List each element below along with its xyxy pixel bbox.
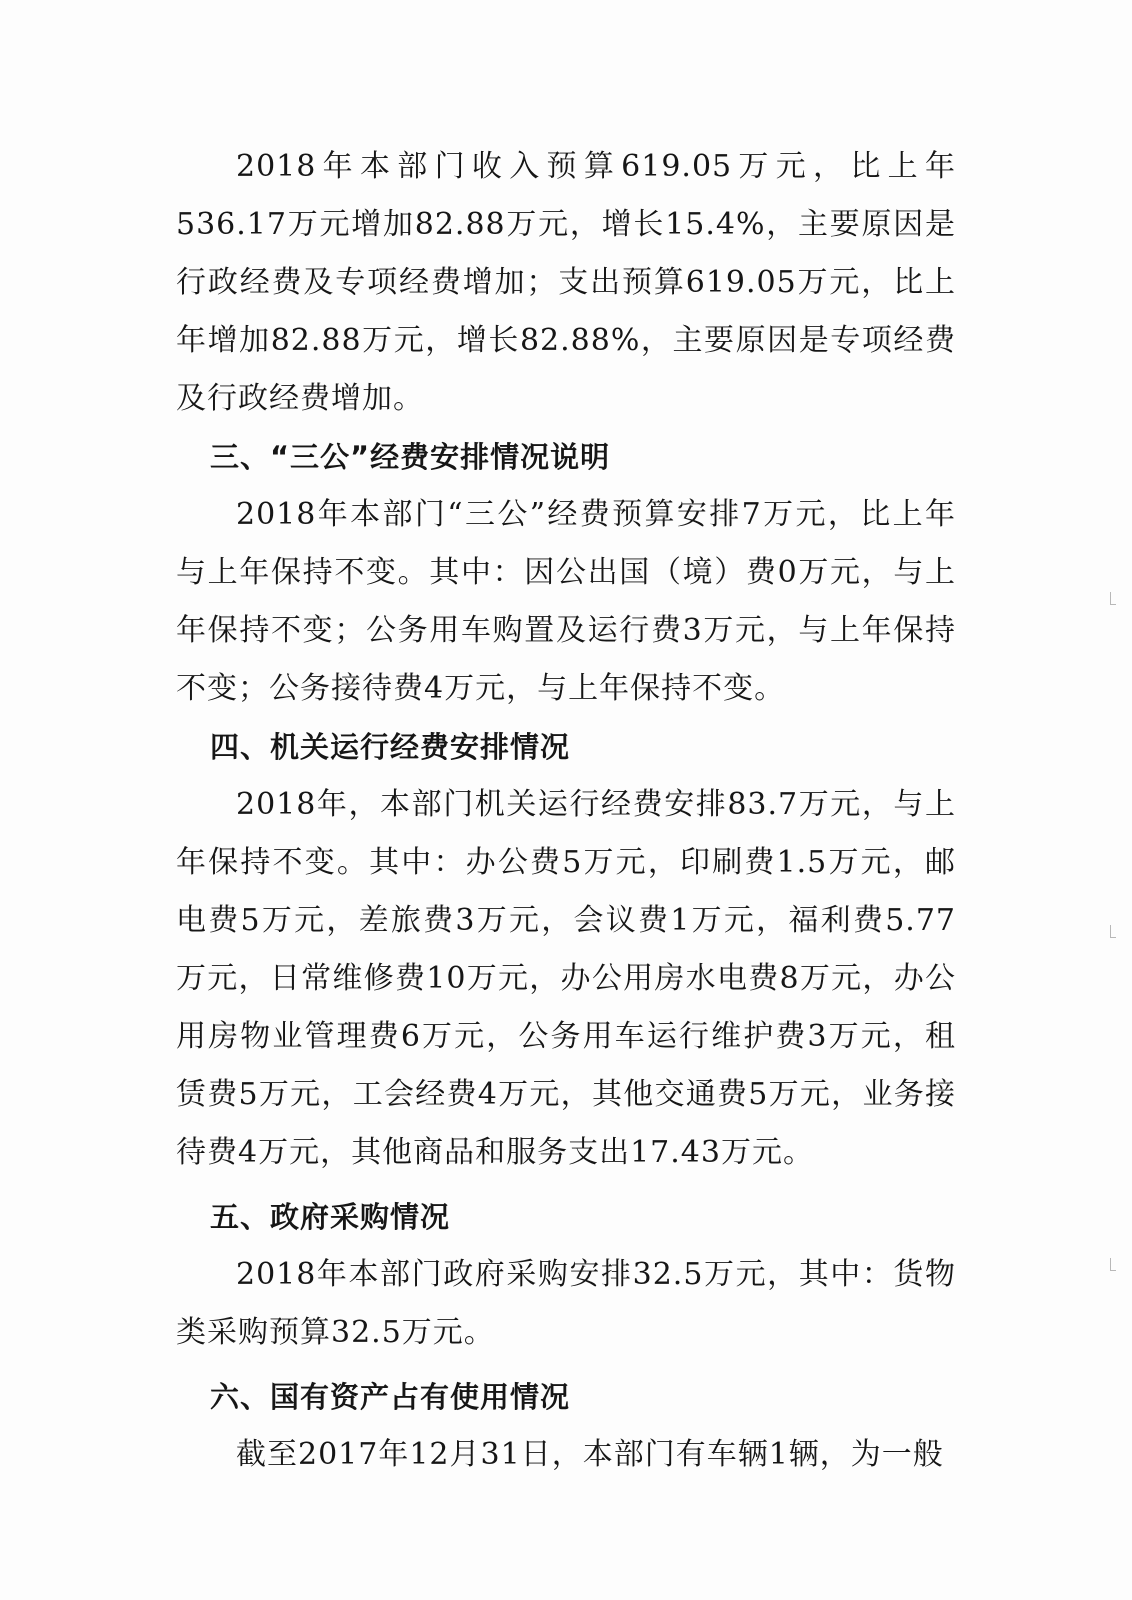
paragraph-three-public-expenses: 2018年本部门“三公”经费预算安排7万元，比上年与上年保持不变。其中：因公出国（境）费0万元，与上年保持不变；公务用车购置及运行费3万元，与上年保持不变；公务接待费4万元，与上年保持不变。 (176, 497, 956, 706)
heading-operating-expenses: 四、机关运行经费安排情况 (210, 730, 571, 764)
paragraph-operating-expenses: 2018年，本部门机关运行经费安排83.7万元，与上年保持不变。其中：办公费5万元，印刷费1.5万元，邮电费5万元，差旅费3万元，会议费1万元，福利费5.77万元，日常维修费10万元，办公用房水电费8万元，办公用房物业管理费6万元，公务用车运行维护费3万元，租赁费5万元，工会经费4万元，其他交通费5万元，业务接待费4万元，其他商品和服务支出17.43万元。 (176, 787, 956, 1170)
heading-government-procurement: 五、政府采购情况 (210, 1200, 451, 1234)
heading-three-public-expenses: 三、“三公”经费安排情况说明 (210, 440, 611, 474)
paragraph-government-procurement: 2018年本部门政府采购安排32.5万元，其中：货物类采购预算32.5万元。 (176, 1257, 956, 1350)
scan-edge-mark (1110, 925, 1116, 938)
paragraph-budget-overview: 2018年本部门收入预算619.05万元，比上年536.17万元增加82.88万元，增长15.4%，主要原因是行政经费及专项经费增加；支出预算619.05万元，比上年增加82.88万元，增长82.88%，主要原因是专项经费及行政经费增加。 (176, 149, 956, 416)
heading-state-assets: 六、国有资产占有使用情况 (210, 1380, 571, 1414)
document-body (176, 138, 956, 1484)
scan-edge-mark (1110, 592, 1116, 605)
scan-edge-mark (1110, 1258, 1116, 1271)
paragraph-state-assets: 截至2017年12月31日，本部门有车辆1辆，为一般 (236, 1437, 944, 1472)
